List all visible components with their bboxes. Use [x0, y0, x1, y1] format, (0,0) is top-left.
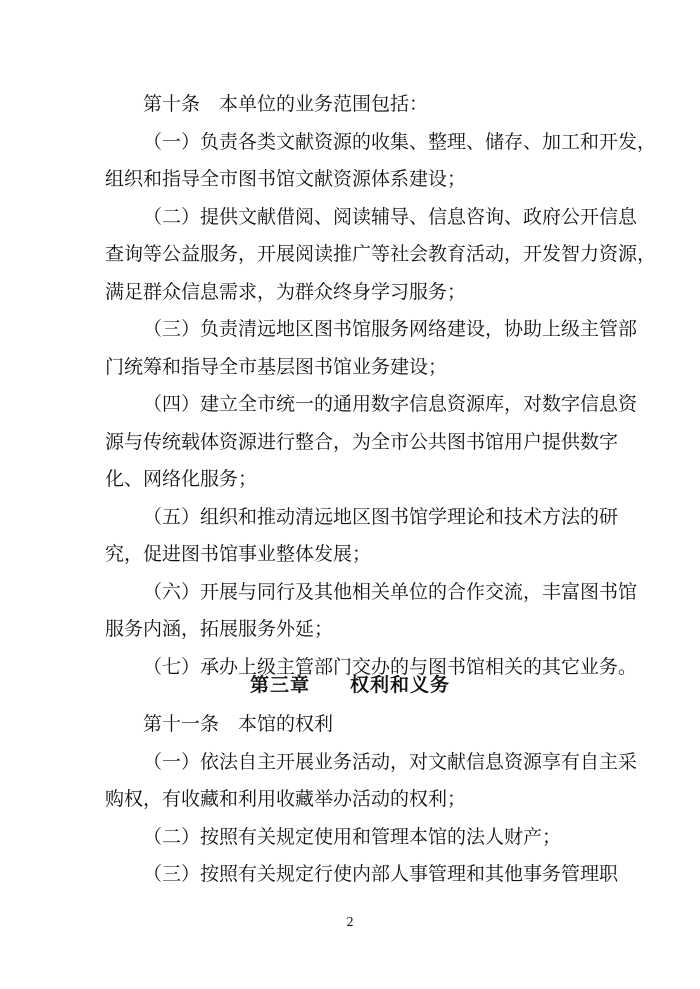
paragraph-first-line: （一）依法自主开展业务活动，对文献信息资源享有自主采 — [143, 750, 638, 773]
paragraph-line: 究，促进图书馆事业整体发展； — [105, 543, 372, 565]
paragraph-first-line: （七）承办上级主管部门交办的与图书馆相关的其它业务。 — [143, 655, 638, 678]
paragraph-first-line: （四）建立全市统一的通用数字信息资源库，对数字信息资 — [143, 393, 638, 415]
paragraph-first-line: （二）按照有关规定使用和管理本馆的法人财产； — [143, 825, 562, 848]
paragraph-line: 化、网络化服务； — [105, 468, 258, 490]
paragraph-line: 购权，有收藏和利用收藏举办活动的权利； — [105, 788, 467, 810]
paragraph-first-line: 第十条 本单位的业务范围包括： — [143, 93, 429, 115]
paragraph-first-line: （五）组织和推动清远地区图书馆学理论和技术方法的研 — [143, 505, 619, 528]
paragraph-line: 门统筹和指导全市基层图书馆业务建设； — [105, 355, 448, 378]
paragraph-line: 组织和指导全市图书馆文献资源体系建设； — [105, 168, 467, 190]
page-number: 2 — [346, 915, 354, 930]
paragraph-line: 源与传统载体资源进行整合，为全市公共图书馆用户提供数字 — [105, 430, 619, 453]
paragraph-first-line: （一）负责各类文献资源的收集、整理、储存、加工和开发， — [143, 130, 657, 153]
paragraph-first-line: （二）提供文献借阅、阅读辅导、信息咨询、政府公开信息 — [143, 205, 638, 228]
paragraph-first-line: （三）按照有关规定行使内部人事管理和其他事务管理职 — [143, 863, 619, 885]
chapter-heading: 第三章 权利和义务 — [249, 674, 450, 696]
paragraph-line: 满足群众信息需求，为群众终身学习服务； — [105, 280, 467, 303]
paragraph-first-line: 第十一条 本馆的权利 — [143, 713, 334, 735]
paragraph-first-line: （三）负责清远地区图书馆服务网络建设，协助上级主管部 — [143, 318, 638, 340]
paragraph-line: 服务内涵，拓展服务外延； — [105, 618, 334, 640]
paragraph-line: 查询等公益服务，开展阅读推广等社会教育活动，开发智力资源， — [105, 243, 657, 265]
paragraph-first-line: （六）开展与同行及其他相关单位的合作交流，丰富图书馆 — [143, 580, 638, 603]
